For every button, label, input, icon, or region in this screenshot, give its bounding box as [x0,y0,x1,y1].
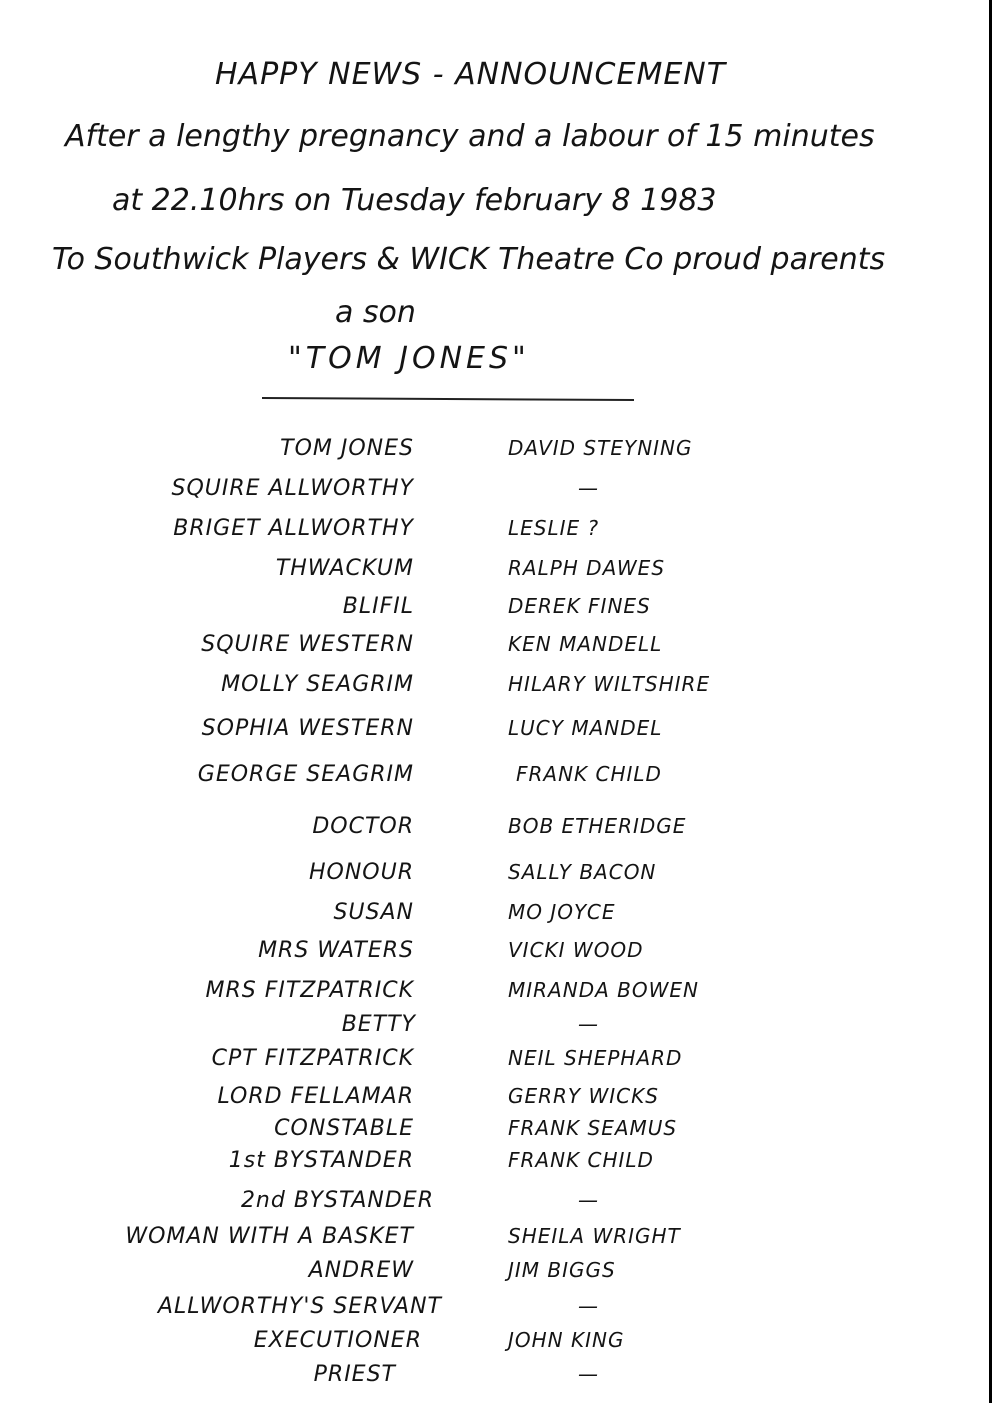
cast-role: GEORGE SEAGRIM [197,762,414,787]
cast-role: MRS FITZPATRICK [205,978,414,1003]
cast-role: THWACKUM [275,556,414,581]
cast-role: TOM JONES [280,436,414,461]
cast-actor: — [578,1362,599,1386]
cast-role: MRS WATERS [258,938,414,963]
cast-actor: MO JOYCE [508,900,616,924]
cast-role: WOMAN WITH A BASKET [125,1224,414,1249]
cast-actor: JIM BIGGS [508,1258,616,1282]
show-name: "TOM JONES" [288,341,530,376]
cast-actor: JOHN KING [508,1328,625,1352]
cast-row [0,716,992,752]
cast-role: 1st BYSTANDER [228,1148,414,1173]
cast-actor: — [578,1294,599,1318]
cast-role: MOLLY SEAGRIM [221,672,414,697]
cast-row [0,938,992,974]
cast-role: DOCTOR [312,814,414,839]
cast-actor: NEIL SHEPHARD [508,1046,683,1070]
cast-role: HONOUR [308,860,414,885]
cast-actor: LUCY MANDEL [508,716,663,740]
cast-row [0,814,992,850]
cast-actor: FRANK CHILD [516,762,662,786]
cast-row [0,860,992,896]
cast-row [0,632,992,668]
cast-role: ALLWORTHY'S SERVANT [157,1294,442,1319]
cast-role: SOPHIA WESTERN [201,716,414,741]
cast-row [0,1012,992,1048]
cast-role: LORD FELLAMAR [217,1084,414,1109]
cast-actor: HILARY WILTSHIRE [508,672,711,696]
announcement-title: HAPPY NEWS - ANNOUNCEMENT [215,57,727,92]
cast-row [0,594,992,630]
cast-row [0,476,992,512]
cast-role: SQUIRE ALLWORTHY [171,476,414,501]
cast-role: BRIGET ALLWORTHY [173,516,414,541]
announcement-line-3: To Southwick Players & WICK Theatre Co proud parents [52,242,886,277]
cast-role: EXECUTIONER [253,1328,422,1353]
cast-actor: SHEILA WRIGHT [508,1224,681,1248]
cast-role: 2nd BYSTANDER [240,1188,434,1213]
cast-role: SQUIRE WESTERN [201,632,414,657]
cast-actor: KEN MANDELL [508,632,663,656]
cast-row [0,672,992,708]
cast-actor: VICKI WOOD [508,938,644,962]
cast-role: BLIFIL [342,594,414,619]
cast-row [0,762,992,798]
cast-row [0,1362,992,1398]
cast-actor: MIRANDA BOWEN [508,978,699,1002]
cast-row [0,978,992,1014]
cast-actor: FRANK SEAMUS [508,1116,678,1140]
cast-row [0,436,992,472]
cast-actor: DAVID STEYNING [508,436,693,460]
cast-role: SUSAN [333,900,414,925]
cast-actor: FRANK CHILD [508,1148,654,1172]
announcement-line-1: After a lengthy pregnancy and a labour of 15 minutes [65,119,875,154]
cast-role: BETTY [341,1012,416,1037]
announcement-line-4: a son [335,295,416,330]
cast-row [0,1148,992,1184]
cast-row [0,1188,992,1224]
cast-actor: SALLY BACON [508,860,657,884]
cast-actor: DEREK FINES [508,594,651,618]
cast-row [0,1294,992,1330]
cast-actor: RALPH DAWES [508,556,666,580]
cast-row [0,1084,992,1120]
cast-actor: GERRY WICKS [508,1084,659,1108]
cast-row [0,556,992,592]
cast-actor: LESLIE ? [508,516,600,540]
cast-role: ANDREW [308,1258,414,1283]
cast-actor: BOB ETHERIDGE [508,814,687,838]
cast-actor: — [578,1012,599,1036]
cast-role: CONSTABLE [274,1116,414,1141]
cast-row [0,1224,992,1260]
cast-actor: — [578,476,599,500]
cast-row [0,1258,992,1294]
cast-row [0,516,992,552]
cast-actor: — [578,1188,599,1212]
cast-role: PRIEST [313,1362,396,1387]
cast-role: CPT FITZPATRICK [211,1046,414,1071]
cast-row [0,1046,992,1082]
cast-row [0,1328,992,1364]
announcement-line-2: at 22.10hrs on Tuesday february 8 1983 [112,183,717,218]
cast-row [0,900,992,936]
cast-row [0,1116,992,1152]
